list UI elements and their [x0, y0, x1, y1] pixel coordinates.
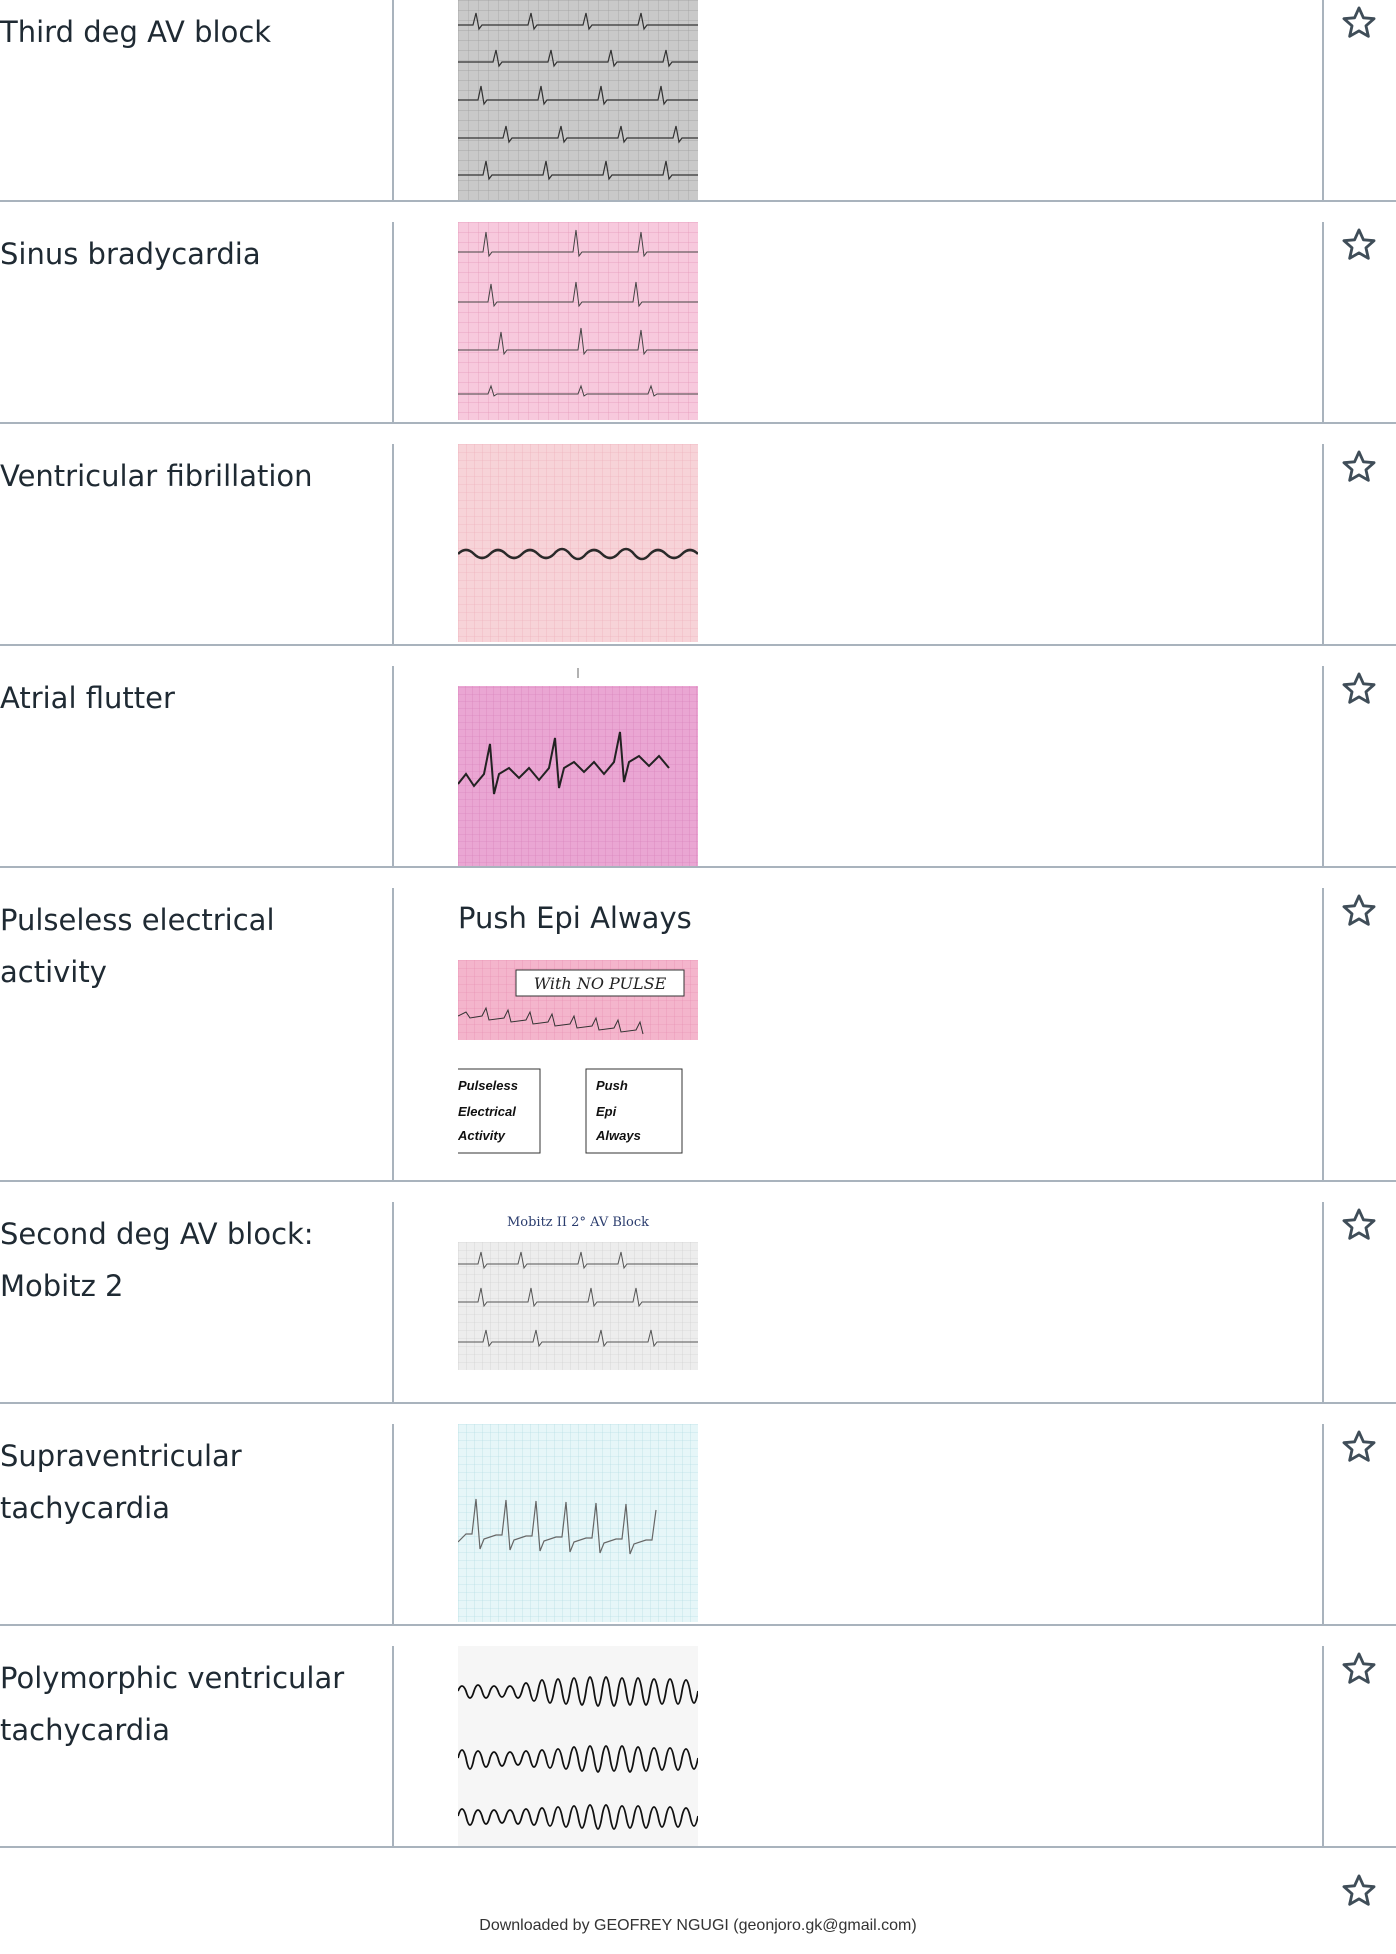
pea-mnemonic-image — [458, 1066, 698, 1156]
row-divider — [0, 200, 1396, 202]
mnemonic-right-3: Always — [596, 1128, 641, 1143]
column-divider-left — [392, 222, 394, 422]
column-divider-right — [1322, 222, 1324, 422]
ecg-image — [458, 1424, 698, 1622]
term-text: Second deg AV block: Mobitz 2 — [0, 1217, 314, 1303]
card-row — [0, 1202, 1396, 1404]
column-divider-right — [1322, 444, 1324, 644]
ecg-image — [458, 0, 698, 200]
ecg-image — [458, 222, 698, 420]
term-text: Polymorphic ventricular tachycardia — [0, 1661, 345, 1747]
star-icon[interactable] — [1340, 226, 1378, 264]
column-divider-left — [392, 444, 394, 644]
download-footer: Downloaded by GEOFREY NGUGI (geonjoro.gk@gmail.com) — [479, 1917, 917, 1934]
column-divider-left — [392, 666, 394, 866]
ecg-image — [458, 666, 698, 866]
term-text: Ventricular fibrillation — [0, 459, 313, 493]
column-divider-left — [392, 0, 394, 200]
definition-text: Push Epi Always — [458, 901, 692, 935]
column-divider-right — [1322, 1424, 1324, 1624]
row-divider — [0, 644, 1396, 646]
column-divider-right — [1322, 888, 1324, 1180]
row-divider — [0, 1402, 1396, 1404]
column-divider-right — [1322, 1202, 1324, 1402]
ecg-image — [458, 1646, 698, 1846]
row-divider — [0, 1180, 1396, 1182]
star-icon[interactable] — [1340, 1206, 1378, 1244]
pea-banner-text: With NO PULSE — [533, 974, 667, 993]
mnemonic-right-1: Push — [596, 1078, 628, 1093]
card-row — [0, 222, 1396, 424]
mnemonic-left-2: Electrical — [458, 1104, 516, 1119]
term-text: Sinus bradycardia — [0, 237, 261, 271]
star-icon[interactable] — [1340, 1650, 1378, 1688]
row-divider — [0, 422, 1396, 424]
ecg-title-text: Mobitz II 2° AV Block — [506, 1215, 650, 1230]
mnemonic-left-3: Activity — [458, 1128, 505, 1143]
mnemonic-left-1: Pulseless — [458, 1078, 518, 1093]
mnemonic-right-2: Epi — [596, 1104, 617, 1119]
column-divider-right — [1322, 1646, 1324, 1846]
card-row — [0, 444, 1396, 646]
card-row — [0, 666, 1396, 868]
star-icon[interactable] — [1340, 1428, 1378, 1466]
term-text: Pulseless electrical activity — [0, 903, 275, 989]
column-divider-left — [392, 1424, 394, 1624]
column-divider-left — [392, 1646, 394, 1846]
ecg-image — [458, 1202, 698, 1402]
term-text: Atrial flutter — [0, 681, 175, 715]
card-row — [0, 0, 1396, 202]
term-text: Supraventricular tachycardia — [0, 1439, 242, 1525]
term-text: Third deg AV block — [0, 15, 272, 49]
row-divider — [0, 1846, 1396, 1848]
column-divider-right — [1322, 666, 1324, 866]
star-icon[interactable] — [1340, 448, 1378, 486]
ecg-image — [458, 444, 698, 642]
column-divider-left — [392, 1202, 394, 1402]
pea-strip-image — [458, 960, 698, 1040]
star-icon[interactable] — [1340, 1872, 1378, 1910]
card-row — [0, 1424, 1396, 1626]
star-icon[interactable] — [1340, 892, 1378, 930]
card-row — [0, 1646, 1396, 1848]
column-divider-right — [1322, 0, 1324, 200]
star-icon[interactable] — [1340, 4, 1378, 42]
column-divider-left — [392, 888, 394, 1180]
card-row — [0, 888, 1396, 1182]
star-icon[interactable] — [1340, 670, 1378, 708]
row-divider — [0, 1624, 1396, 1626]
row-divider — [0, 866, 1396, 868]
